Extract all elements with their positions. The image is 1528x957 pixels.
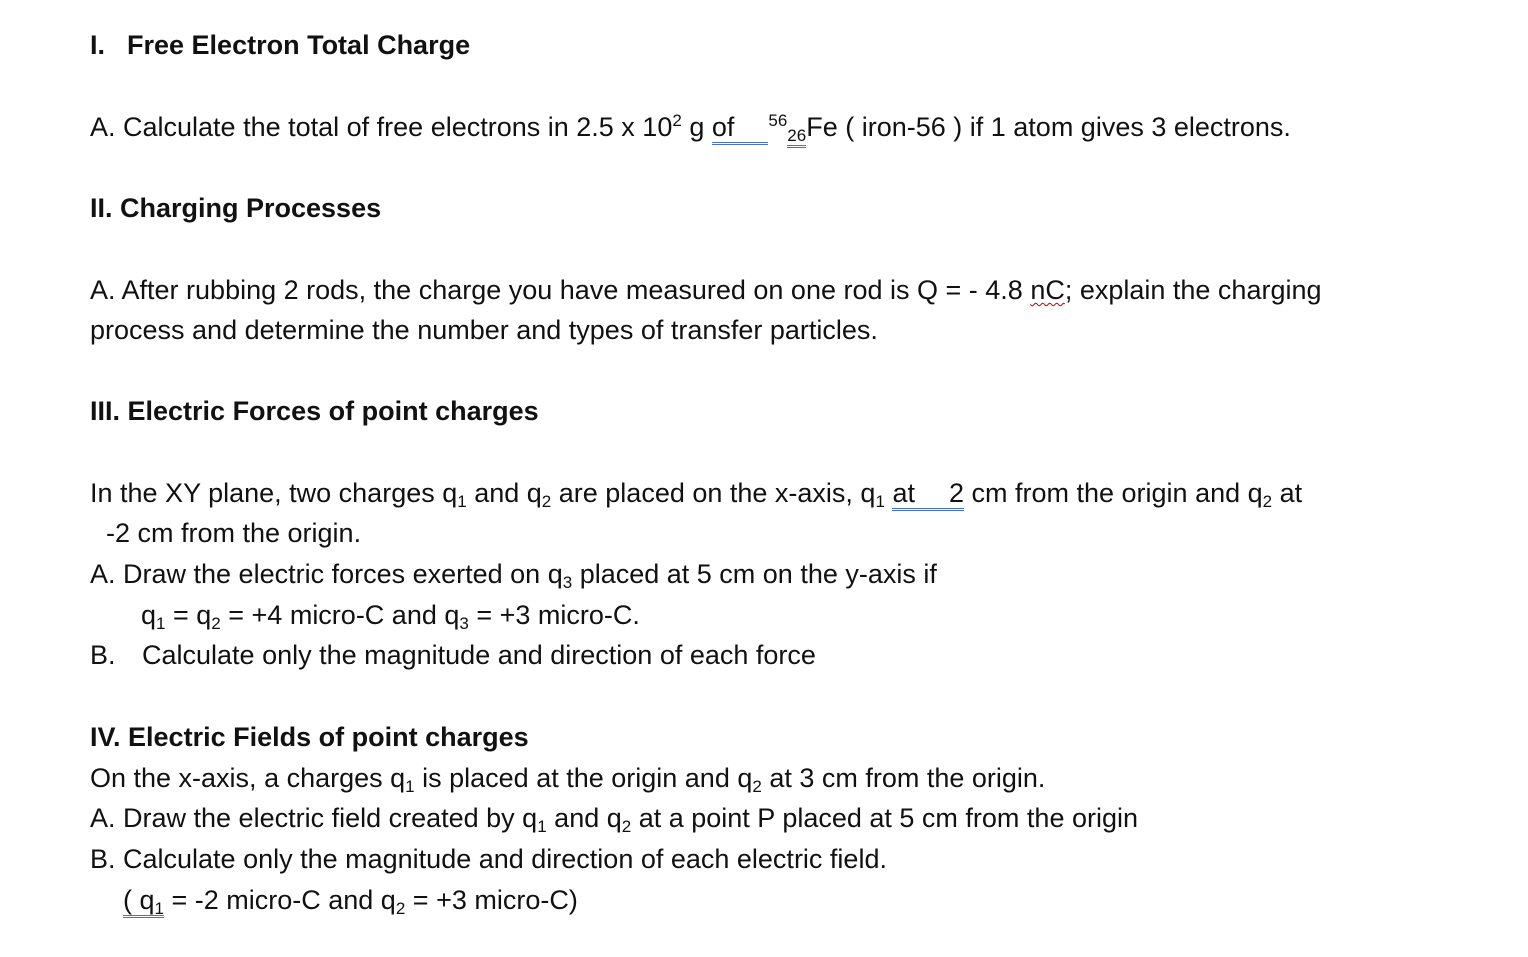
text: = +4 micro-C and q (220, 600, 460, 630)
text: Fe ( iron-56 ) if 1 atom gives 3 electrons. (806, 112, 1291, 142)
problem-4-line-1 (90, 761, 1045, 795)
list-label: B. (90, 640, 116, 670)
text: g (681, 112, 712, 142)
subscript: 2 (621, 817, 632, 836)
subscript: 1 (154, 899, 164, 918)
subscript: 1 (537, 817, 547, 836)
heading-section-1 (90, 28, 470, 62)
subscript: 2 (1262, 492, 1273, 511)
subscript: 1 (405, 777, 415, 796)
text: at (892, 478, 915, 508)
spellcheck-word: nC (1030, 275, 1065, 305)
subscript: 1 (156, 614, 166, 633)
underlined-at (892, 478, 949, 511)
text: A. Calculate the total of free electrons in 2.5 x 10 (90, 112, 673, 142)
text: Calculate only the magnitude and direction of each force (142, 640, 816, 670)
text: placed at 5 cm on the y-axis if (572, 559, 937, 589)
text: at (1272, 478, 1303, 508)
question-1a (90, 110, 1291, 144)
question-2a-line-1 (90, 273, 1322, 307)
heading-section-4: IV. Electric Fields of point charges (90, 722, 529, 752)
text: = -2 micro-C and q (163, 885, 396, 915)
question-2a-line-2: process and determine the number and types of transfer particles. (90, 315, 878, 345)
atomic-number: 26 (787, 126, 806, 148)
problem-3-line-2: -2 cm from the origin. (106, 518, 362, 548)
subscript: 1 (875, 492, 885, 511)
mass-number: 56 (768, 111, 788, 130)
subscript: 2 (211, 614, 221, 633)
text: at 3 cm from the origin. (761, 763, 1046, 793)
text: and q (546, 803, 622, 833)
text: = +3 micro-C) (405, 885, 578, 915)
text: of (711, 112, 735, 142)
text: at a point P placed at 5 cm from the origin (631, 803, 1138, 833)
exponent: 2 (672, 111, 682, 130)
question-3a-line-1 (90, 557, 937, 591)
subscript: 3 (562, 573, 573, 592)
question-3a-line-2 (141, 598, 640, 632)
underlined-number: 2 (949, 478, 964, 511)
heading-section-3: III. Electric Forces of point charges (90, 396, 539, 426)
heading-text: Free Electron Total Charge (127, 30, 471, 60)
heading-number: I. (90, 30, 106, 60)
subscript: 3 (459, 614, 469, 633)
subscript: 2 (541, 492, 552, 511)
text: cm from the origin and q (964, 478, 1263, 508)
question-4b: B. Calculate only the magnitude and direction of each electric field. (90, 844, 887, 874)
question-4a (90, 801, 1138, 835)
text: = +3 micro-C. (468, 600, 640, 630)
text: A. Draw the electric forces exerted on q (90, 559, 563, 589)
subscript: 2 (752, 777, 762, 796)
question-3b (90, 638, 816, 672)
text: ; explain the charging (1064, 275, 1322, 305)
text: is placed at the origin and q (414, 763, 753, 793)
heading-section-2: II. Charging Processes (90, 193, 382, 223)
underlined-of (712, 112, 769, 145)
problem-3-line-1 (90, 476, 1302, 510)
text: q (141, 600, 157, 630)
text: = q (165, 600, 212, 630)
text: are placed on the x-axis, q (551, 478, 876, 508)
text: On the x-axis, a charges q (90, 763, 406, 793)
subscript: 1 (457, 492, 467, 511)
text: and q (466, 478, 542, 508)
question-4-values (123, 883, 578, 917)
text: A. Draw the electric field created by q (90, 803, 538, 833)
text: ( q (123, 885, 155, 915)
text: In the XY plane, two charges q (90, 478, 458, 508)
underlined-paren-q (123, 885, 164, 918)
subscript: 2 (395, 899, 406, 918)
text: A. After rubbing 2 rods, the charge you have measured on one rod is Q = - 4.8 (90, 275, 1031, 305)
